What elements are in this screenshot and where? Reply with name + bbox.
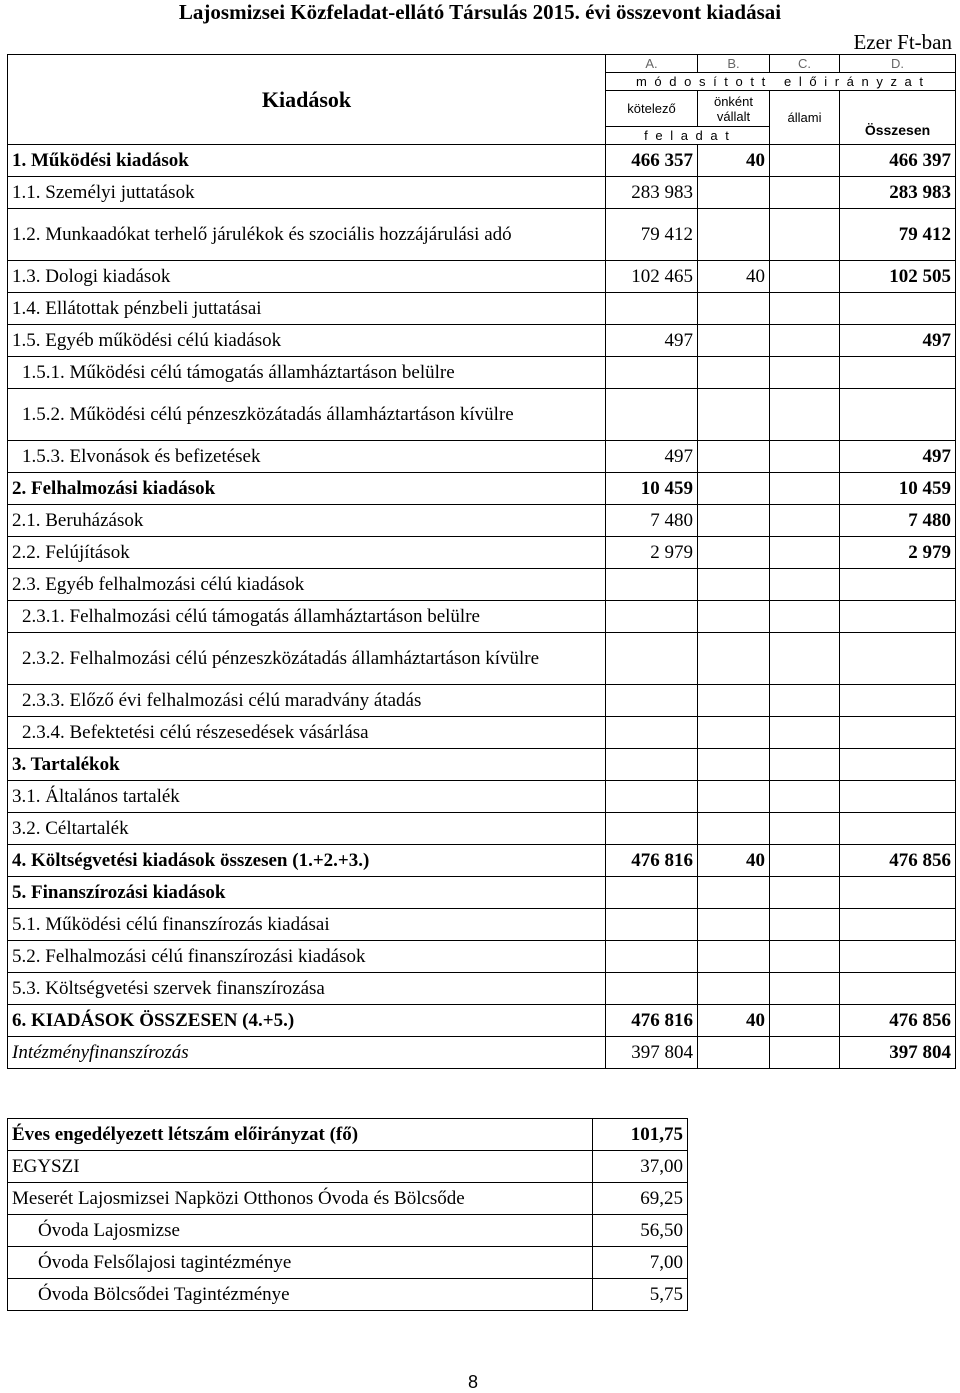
cell-osszesen [840,909,956,941]
cell-allami [770,325,840,357]
expenditure-table [7,54,956,1069]
cell-allami [770,749,840,781]
cell-kotelezo: 2 979 [606,537,698,569]
cell-allami [770,473,840,505]
staff-row [8,1183,688,1215]
cell-kotelezo [606,781,698,813]
header-modositott: m ó d o s í t o t t e l ő i r á n y z a t [606,73,956,91]
row-label: 2.3.1. Felhalmozási célú támogatás államháztartáson belülre [8,601,606,633]
row-label: 2.2. Felújítások [8,537,606,569]
cell-allami [770,537,840,569]
cell-osszesen [840,781,956,813]
row-label: 2.3.3. Előző évi felhalmozási célú maradvány átadás [8,685,606,717]
cell-allami [770,941,840,973]
cell-kotelezo: 10 459 [606,473,698,505]
row-label: 1.4. Ellátottak pénzbeli juttatásai [8,293,606,325]
row-label: 3.1. Általános tartalék [8,781,606,813]
table-row [8,601,956,633]
staff-row [8,1247,688,1279]
cell-allami [770,601,840,633]
cell-osszesen [840,749,956,781]
cell-onkent: 40 [698,261,770,293]
table-row [8,813,956,845]
cell-kotelezo [606,813,698,845]
cell-kotelezo: 79 412 [606,209,698,261]
cell-osszesen: 466 397 [840,145,956,177]
table-row [8,941,956,973]
row-label: 1.5.2. Működési célú pénzeszközátadás államháztartáson kívülre [8,389,606,441]
cell-onkent [698,909,770,941]
cell-kotelezo: 466 357 [606,145,698,177]
cell-kotelezo: 497 [606,325,698,357]
cell-onkent: 40 [698,845,770,877]
header-feladat: f e l a d a t [606,127,770,145]
cell-kotelezo [606,941,698,973]
cell-allami [770,441,840,473]
staff-label: Éves engedélyezett létszám előirányzat (fő) [8,1119,593,1151]
table-row [8,633,956,685]
cell-kotelezo: 283 983 [606,177,698,209]
staff-row [8,1151,688,1183]
staff-row [8,1119,688,1151]
cell-osszesen: 2 979 [840,537,956,569]
cell-onkent [698,973,770,1005]
row-label: 5.1. Működési célú finanszírozás kiadásai [8,909,606,941]
staff-value: 5,75 [593,1279,688,1311]
cell-onkent [698,1037,770,1069]
cell-osszesen: 476 856 [840,1005,956,1037]
cell-onkent [698,441,770,473]
cell-allami [770,813,840,845]
cell-osszesen: 283 983 [840,177,956,209]
row-label: 3.2. Céltartalék [8,813,606,845]
header-kiadasok: Kiadások [8,55,606,145]
cell-osszesen [840,633,956,685]
cell-allami [770,569,840,601]
cell-onkent [698,389,770,441]
row-label: 2.3. Egyéb felhalmozási célú kiadások [8,569,606,601]
cell-kotelezo: 102 465 [606,261,698,293]
cell-onkent [698,633,770,685]
table-row [8,357,956,389]
cell-onkent [698,505,770,537]
page-title: Lajosmizsei Közfeladat-ellátó Társulás 2015. évi összevont kiadásai [178,0,782,24]
table-row [8,877,956,909]
row-label: 6. KIADÁSOK ÖSSZESEN (4.+5.) [8,1005,606,1037]
cell-kotelezo: 497 [606,441,698,473]
table-row [8,293,956,325]
table-row [8,781,956,813]
cell-allami [770,209,840,261]
cell-osszesen: 497 [840,325,956,357]
cell-osszesen [840,973,956,1005]
cell-osszesen: 476 856 [840,845,956,877]
cell-allami [770,633,840,685]
cell-onkent [698,209,770,261]
cell-allami [770,293,840,325]
cell-onkent [698,813,770,845]
cell-kotelezo [606,633,698,685]
cell-osszesen: 7 480 [840,505,956,537]
table-row [8,1037,956,1069]
col-letter-a: A. [606,55,698,73]
cell-allami [770,909,840,941]
cell-osszesen [840,717,956,749]
cell-osszesen [840,569,956,601]
staff-row [8,1279,688,1311]
staff-label: Óvoda Bölcsődei Tagintézménye [8,1279,593,1311]
row-label: 1.5. Egyéb működési célú kiadások [8,325,606,357]
staff-value: 37,00 [593,1151,688,1183]
cell-onkent [698,877,770,909]
cell-kotelezo: 476 816 [606,845,698,877]
cell-allami [770,357,840,389]
table-row [8,909,956,941]
col-letter-c: C. [770,55,840,73]
row-label: 1.3. Dologi kiadások [8,261,606,293]
row-label: 1.5.3. Elvonások és befizetések [8,441,606,473]
row-label: 1. Működési kiadások [8,145,606,177]
table-row [8,973,956,1005]
cell-kotelezo: 7 480 [606,505,698,537]
table-row [8,845,956,877]
cell-osszesen [840,389,956,441]
header-osszesen: Összesen [840,91,956,145]
cell-osszesen [840,813,956,845]
staff-row [8,1215,688,1247]
col-letter-b: B. [698,55,770,73]
row-label: Intézményfinanszírozás [8,1037,606,1069]
cell-osszesen [840,357,956,389]
cell-osszesen: 79 412 [840,209,956,261]
row-label: 4. Költségvetési kiadások összesen (1.+2.+3.) [8,845,606,877]
row-label: 2.3.4. Befektetési célú részesedések vásárlása [8,717,606,749]
cell-osszesen: 497 [840,441,956,473]
table-row [8,505,956,537]
row-label: 2.1. Beruházások [8,505,606,537]
cell-allami [770,505,840,537]
table-row [8,145,956,177]
header-allami: állami [770,91,840,145]
cell-osszesen [840,601,956,633]
cell-onkent [698,357,770,389]
header-onkent: önként vállalt [698,91,770,127]
cell-allami [770,177,840,209]
staff-label: Meserét Lajosmizsei Napközi Otthonos Óvoda és Bölcsőde [8,1183,593,1215]
row-label: 2.3.2. Felhalmozási célú pénzeszközátadás államháztartáson kívülre [8,633,606,685]
staff-value: 7,00 [593,1247,688,1279]
cell-kotelezo: 397 804 [606,1037,698,1069]
table-row [8,441,956,473]
staff-value: 56,50 [593,1215,688,1247]
cell-allami [770,717,840,749]
cell-osszesen [840,685,956,717]
cell-kotelezo [606,389,698,441]
table-row [8,389,956,441]
cell-osszesen [840,941,956,973]
table-row [8,261,956,293]
row-label: 5.2. Felhalmozási célú finanszírozási kiadások [8,941,606,973]
cell-kotelezo [606,685,698,717]
row-label: 2. Felhalmozási kiadások [8,473,606,505]
staff-label: EGYSZI [8,1151,593,1183]
cell-allami [770,145,840,177]
table-row [8,209,956,261]
table-row [8,473,956,505]
row-label: 3. Tartalékok [8,749,606,781]
staff-value: 69,25 [593,1183,688,1215]
cell-osszesen [840,293,956,325]
cell-osszesen: 10 459 [840,473,956,505]
cell-onkent: 40 [698,1005,770,1037]
cell-kotelezo [606,909,698,941]
cell-allami [770,973,840,1005]
table-row [8,1005,956,1037]
cell-allami [770,781,840,813]
cell-onkent [698,325,770,357]
row-label: 5.3. Költségvetési szervek finanszírozása [8,973,606,1005]
cell-allami [770,845,840,877]
cell-onkent [698,569,770,601]
table-row [8,537,956,569]
row-label: 1.2. Munkaadókat terhelő járulékok és szociális hozzájárulási adó [8,209,606,261]
cell-allami [770,685,840,717]
cell-onkent [698,749,770,781]
cell-kotelezo [606,973,698,1005]
row-label: 5. Finanszírozási kiadások [8,877,606,909]
table-row [8,685,956,717]
staff-label: Óvoda Lajosmizse [8,1215,593,1247]
cell-osszesen: 102 505 [840,261,956,293]
cell-onkent [698,601,770,633]
row-label: 1.5.1. Működési célú támogatás államháztartáson belülre [8,357,606,389]
cell-kotelezo [606,293,698,325]
cell-osszesen [840,877,956,909]
table-row [8,569,956,601]
cell-onkent [698,941,770,973]
cell-allami [770,1037,840,1069]
cell-onkent [698,781,770,813]
staff-value: 101,75 [593,1119,688,1151]
cell-kotelezo: 476 816 [606,1005,698,1037]
table-row [8,325,956,357]
cell-kotelezo [606,717,698,749]
unit-label: Ezer Ft-ban [853,30,952,54]
staff-table [7,1118,688,1311]
cell-kotelezo [606,569,698,601]
table-row [8,177,956,209]
page-number: 8 [467,1372,478,1392]
cell-onkent [698,293,770,325]
row-label: 1.1. Személyi juttatások [8,177,606,209]
cell-allami [770,1005,840,1037]
staff-label: Óvoda Felsőlajosi tagintézménye [8,1247,593,1279]
cell-allami [770,389,840,441]
header-kotelezo: kötelező [606,91,698,127]
cell-allami [770,261,840,293]
cell-onkent [698,473,770,505]
table-row [8,749,956,781]
cell-kotelezo [606,877,698,909]
cell-onkent [698,685,770,717]
cell-osszesen: 397 804 [840,1037,956,1069]
cell-kotelezo [606,357,698,389]
cell-onkent [698,537,770,569]
cell-allami [770,877,840,909]
cell-kotelezo [606,601,698,633]
col-letter-d: D. [840,55,956,73]
cell-onkent [698,177,770,209]
cell-onkent [698,717,770,749]
cell-kotelezo [606,749,698,781]
cell-onkent: 40 [698,145,770,177]
table-row [8,717,956,749]
